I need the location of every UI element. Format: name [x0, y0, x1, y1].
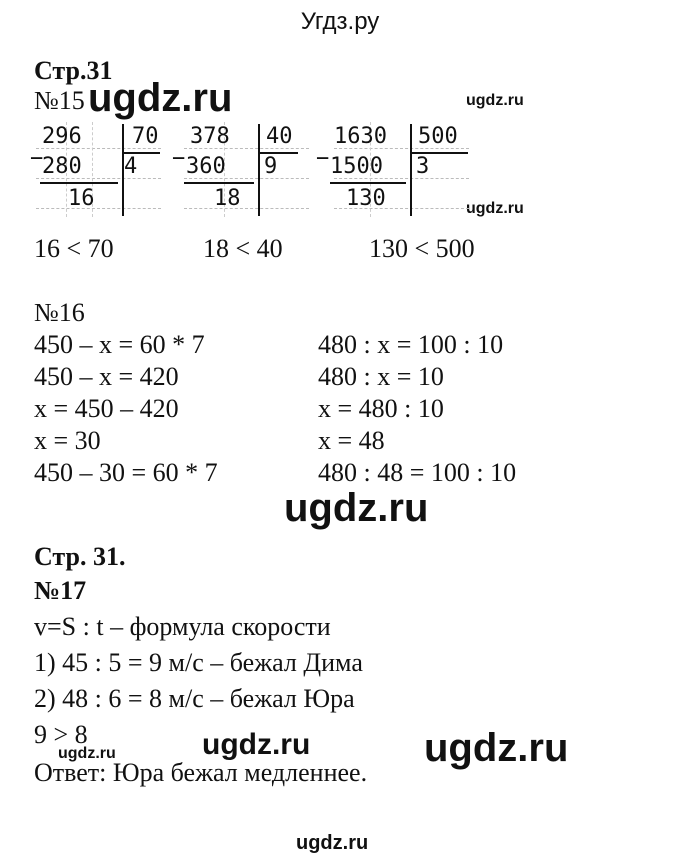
subtrahend: 1500: [330, 154, 383, 179]
solution-line: 2) 48 : 6 = 8 м/с – бежал Юра: [34, 684, 355, 713]
watermark: ugdz.ru: [466, 200, 524, 217]
minus-sign: −: [30, 146, 44, 171]
quotient: 3: [416, 154, 430, 179]
watermark: ugdz.ru: [284, 486, 429, 530]
solution-line: 9 > 8: [34, 720, 88, 749]
divisor: 40: [266, 124, 293, 149]
task-15-number: №15: [34, 86, 85, 115]
watermark: ugdz.ru: [424, 726, 569, 770]
dividend: 378: [190, 124, 230, 149]
long-division-2: [172, 122, 314, 222]
task-17-number: №17: [34, 576, 87, 605]
watermark: ugdz.ru: [58, 745, 116, 762]
subtrahend: 360: [186, 154, 226, 179]
equation-right: x = 48: [318, 426, 385, 455]
comparison: 18 < 40: [203, 234, 283, 263]
comparison: 130 < 500: [369, 234, 475, 263]
remainder: 18: [214, 186, 241, 211]
minus-sign: −: [316, 146, 330, 171]
site-header: Угдз.ру: [300, 8, 380, 35]
watermark: ugdz.ru: [466, 92, 524, 109]
long-division-3: [316, 122, 474, 222]
watermark: ugdz.ru: [88, 76, 233, 120]
page-ref: Стр.31: [34, 56, 113, 85]
equation-left: x = 30: [34, 426, 101, 455]
page-ref: Стр. 31.: [34, 542, 126, 571]
divisor: 70: [132, 124, 159, 149]
equation-left: x = 450 – 420: [34, 394, 179, 423]
dividend: 1630: [334, 124, 387, 149]
minus-sign: −: [172, 146, 186, 171]
remainder: 16: [68, 186, 95, 211]
remainder: 130: [346, 186, 386, 211]
equation-right: 480 : x = 10: [318, 362, 444, 391]
task-16-number: №16: [34, 298, 85, 327]
equation-left: 450 – x = 60 * 7: [34, 330, 205, 359]
dividend: 296: [42, 124, 82, 149]
quotient: 9: [264, 154, 278, 179]
footer-watermark: ugdz.ru: [296, 832, 369, 854]
divisor: 500: [418, 124, 458, 149]
watermark: ugdz.ru: [202, 728, 311, 761]
subtrahend: 280: [42, 154, 82, 179]
quotient: 4: [124, 154, 138, 179]
long-division-1: [30, 122, 166, 222]
solution-line: v=S : t – формула скорости: [34, 612, 331, 641]
comparison: 16 < 70: [34, 234, 114, 263]
solution-line: 1) 45 : 5 = 9 м/с – бежал Дима: [34, 648, 363, 677]
equation-right: 480 : 48 = 100 : 10: [318, 458, 517, 487]
answer-line: Ответ: Юра бежал медленнее.: [34, 758, 368, 787]
equation-left: 450 – 30 = 60 * 7: [34, 458, 218, 487]
equation-right: x = 480 : 10: [318, 394, 444, 423]
equation-right: 480 : x = 100 : 10: [318, 330, 504, 359]
equation-left: 450 – x = 420: [34, 362, 179, 391]
